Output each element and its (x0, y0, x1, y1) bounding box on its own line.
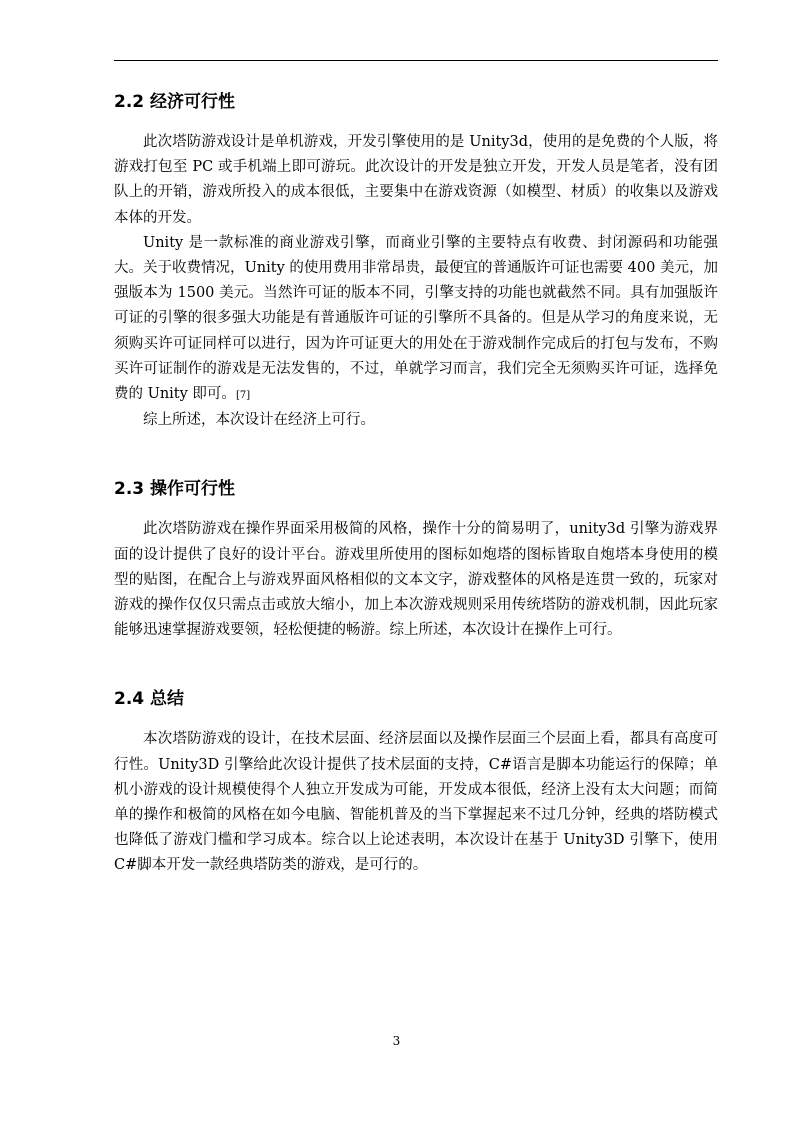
page-content (114, 88, 718, 879)
paragraph: 本次塔防游戏的设计，在技术层面、经济层面以及操作层面三个层面上看，都具有高度可行性。Unity3D 引擎给此次设计提供了技术层面的支持，C#语言是脚本功能运行的保障；单机小游戏的设计规模使得个人独立开发成为可能，开发成本很低，经济上没有太大问题；而简单的操作和极简的风格在如今电脑、智能机普及的当下掌握起来不过几分钟，经典的塔防模式也降低了游戏门槛和学习成本。综合以上论述表明，本次设计在基于 Unity3D 引擎下，使用 C#脚本开发一款经典塔防类的游戏，是可行的。 (114, 731, 718, 874)
paragraph-text: Unity 是一款标准的商业游戏引擎，而商业引擎的主要特点有收费、封闭源码和功能强大。关于收费情况，Unity 的使用费用非常昂贵，最便宜的普通版许可证也需要 400 美元，加强版本为 1500 美元。当然许可证的版本不同，引擎支持的功能也就截然不同。具有加强版许可证的引擎的很多强大功能是有普通版许可证的引擎所不具备的。但是从学习的角度来说，无须购买许可证同样可以进行，因为许可证更大的用处在于游戏制作完成后的打包与发布，不购买许可证制作的游戏是无法发售的，不过，单就学习而言，我们完全无须购买许可证，选择免费的 Unity 即可。 (114, 234, 718, 403)
section-operational-feasibility (114, 475, 718, 643)
section-economic-feasibility (114, 88, 718, 433)
header-rule (114, 60, 718, 61)
page-number: 3 (392, 1034, 401, 1048)
section-heading: 2.2 经济可行性 (114, 92, 236, 112)
section-heading: 2.3 操作可行性 (114, 479, 236, 500)
section-summary (114, 685, 718, 878)
citation: [7] (235, 390, 251, 402)
paragraph: 此次塔防游戏在操作界面采用极简的风格，操作十分的简易明了，unity3d 引擎为游戏界面的设计提供了良好的设计平台。游戏里所使用的图标如炮塔的图标皆取自炮塔本身使用的模型的贴图，在配合上与游戏界面风格相似的文本文字，游戏整体的风格是连贯一致的，玩家对游戏的操作仅仅只需点击或放大缩小，加上本次游戏规则采用传统塔防的游戏机制，因此玩家能够迅速掌握游戏要领，轻松便捷的畅游。综上所述，本次设计在操作上可行。 (114, 521, 718, 639)
paragraph (114, 231, 718, 408)
section-heading: 2.4 总结 (114, 689, 185, 710)
paragraph: 此次塔防游戏设计是单机游戏，开发引擎使用的是 Unity3d，使用的是免费的个人版，将游戏打包至 PC 或手机端上即可游玩。此次设计的开发是独立开发，开发人员是笔者，没有团队上的开销，游戏所投入的成本很低，主要集中在游戏资源（如模型、材质）的收集以及游戏本体的开发。 (114, 134, 718, 226)
paragraph: 综上所述，本次设计在经济上可行。 (143, 412, 375, 429)
